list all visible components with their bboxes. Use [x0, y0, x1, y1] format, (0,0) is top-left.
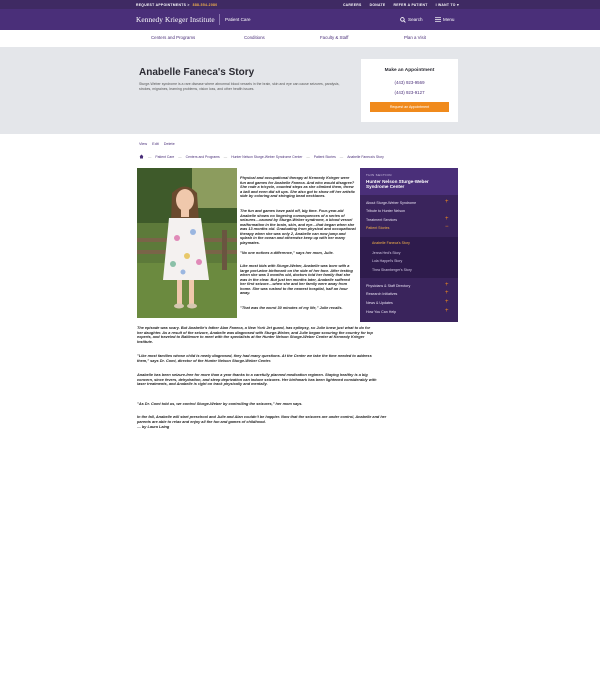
- sidebar-item-news[interactable]: News & Updates: [366, 301, 393, 305]
- story-paragraph-3: "No one notices a difference," says her mom, Julie.: [240, 251, 334, 255]
- i-want-to-dropdown[interactable]: I WANT TO ▾: [435, 2, 459, 7]
- page-title: Anabelle Faneca's Story: [139, 67, 255, 78]
- breadcrumb-separator: —: [306, 154, 310, 159]
- sidebar-item-tribute[interactable]: Tribute to Hunter Nelson: [366, 209, 406, 213]
- search-label: Search: [408, 17, 423, 22]
- plus-icon[interactable]: +: [445, 290, 449, 296]
- menu-button[interactable]: [435, 17, 455, 22]
- plus-icon[interactable]: +: [445, 216, 449, 222]
- breadcrumb-patient-stories[interactable]: Patient Stories: [313, 154, 336, 159]
- subitem-jenna[interactable]: Jenna Hed's Story: [372, 251, 401, 255]
- nav-centers-programs[interactable]: Centers and Programs: [151, 35, 196, 40]
- request-appointments-link[interactable]: REQUEST APPOINTMENTS >: [136, 2, 190, 7]
- sidebar-item-help[interactable]: How You Can Help: [366, 310, 397, 314]
- site-header: [0, 9, 600, 30]
- breadcrumb-current: Anabelle Faneca's Story: [347, 154, 384, 159]
- nav-plan-visit[interactable]: Plan a Visit: [404, 35, 426, 40]
- appointment-card: [361, 59, 458, 122]
- section-title[interactable]: Patient Care: [225, 16, 251, 22]
- hamburger-icon: [435, 17, 441, 22]
- minus-icon[interactable]: −: [445, 224, 449, 230]
- appointment-phone-1[interactable]: (443) 923-9569: [394, 80, 425, 85]
- story-paragraph-2: The fun and games have paid off, big time. Four-year-old Anabelle shows no lingering consequences of a series of seizures—caused by Sturge-Weber syndrome, a blood vessel malformation in the brain, skin, and eye—that began when she was 13 months old. Graduating from physical and occupational therapy when she was only 2, Anabelle can now jump and splash in the ocean and otherwise keep up with her many playmates.: [240, 209, 356, 245]
- breadcrumb-hunter-nelson[interactable]: Hunter Nelson Sturge-Weber Syndrome Center: [231, 154, 303, 159]
- main-nav: [0, 30, 600, 48]
- sidebar-eyebrow: THIS SECTION: [366, 173, 392, 177]
- hero-banner: [0, 47, 600, 134]
- plus-icon[interactable]: +: [445, 199, 449, 205]
- sidebar-item-patient-stories[interactable]: Patient Stories: [366, 226, 390, 230]
- plus-icon[interactable]: +: [445, 282, 449, 288]
- breadcrumb: [139, 154, 384, 159]
- nav-faculty-staff[interactable]: Faculty & Staff: [320, 35, 349, 40]
- story-paragraph-7: "Like most families whose child is newly diagnosed, they had many questions. At the Center we take the time needed to address them," says Dr. Comi, director of the Hunter Nelson Sturge-Weber Center.: [137, 354, 372, 363]
- appointment-title: Make an Appointment: [384, 68, 435, 73]
- sidebar-header: [360, 168, 458, 195]
- story-paragraph-9: "As Dr. Comi told us, we control Sturge-Weber by controlling the seizures," her mom says.: [137, 402, 303, 406]
- subitem-thea[interactable]: Thea Shamberger's Story: [372, 268, 412, 272]
- breadcrumb-patient-care[interactable]: Patient Care: [155, 154, 175, 159]
- appointment-phone-2[interactable]: (443) 923-9127: [394, 90, 425, 95]
- request-appointment-button[interactable]: Request an Appointment: [370, 102, 449, 112]
- sidebar-item-about[interactable]: About Sturge-Weber Syndrome: [366, 201, 417, 205]
- sidebar-item-research[interactable]: Research Initiatives: [366, 292, 398, 296]
- admin-tabs: [139, 142, 175, 146]
- brand-divider: [219, 14, 220, 25]
- anabelle-photo: [137, 168, 237, 318]
- breadcrumb-separator: —: [223, 154, 228, 159]
- sidebar-item-treatment[interactable]: Treatment Services: [366, 218, 398, 222]
- story-paragraph-10: In the fall, Anabelle will start preschool and Julie and Alan couldn't be happier. Now that the seizures are under control, Anabelle and her parents are able to relax and enjoy all the fun and games of childhood.: [137, 415, 387, 424]
- breadcrumb-separator: —: [148, 154, 152, 159]
- search-icon: [400, 17, 406, 23]
- sidebar-item-physicians[interactable]: Physicians & Staff Directory: [366, 284, 411, 288]
- subitem-lola[interactable]: Lola Happel's Story: [372, 259, 403, 263]
- plus-icon[interactable]: +: [445, 308, 449, 314]
- delete-tab[interactable]: Delete: [163, 142, 175, 146]
- plus-icon[interactable]: +: [445, 299, 449, 305]
- story-paragraph-5: "That was the worst 30 minutes of my life," Julie recalls.: [240, 306, 343, 310]
- brand-logo[interactable]: Kennedy Krieger Institute: [136, 15, 215, 24]
- donate-link[interactable]: DONATE: [369, 2, 386, 7]
- edit-tab[interactable]: Edit: [152, 142, 159, 146]
- utility-bar: [0, 0, 600, 9]
- search-button[interactable]: [400, 17, 423, 23]
- breadcrumb-centers-programs[interactable]: Centers and Programs: [185, 154, 220, 159]
- story-paragraph-6: The episode was scary. But Anabelle's father Alan Faneca, a New York Jet guard, has epilepsy, so Julie knew just what to do for her daughter. As a result of the seizure, Anabelle was diagnosed with Sturge-Weber, and Julie began scouring the country for top experts, and traveled to Baltimore to meet with the specialists at the Hunter Nelson Sturge-Weber Center at Kennedy Krieger Institute.: [137, 326, 373, 344]
- breadcrumb-separator: —: [178, 154, 182, 159]
- story-paragraph-8: Anabelle has been seizure-free for more than a year thanks to a carefully planned medication regimen. Staying healthy is a big concern, since fevers, dehydration, and sleep deprivation can induce seizures. Her birthmark has been lightened considerably with laser treatments, and Anabelle is right on track physically and mentally.: [137, 373, 377, 387]
- story-author: — by Laura Laing: [137, 425, 170, 429]
- menu-label: Menu: [443, 16, 455, 22]
- story-paragraph-4: Like most kids with Sturge-Weber, Anabelle was born with a large port-wine birthmark on the side of her face. After testing when she was 3 months old, doctors told her family that she was in the clear. But just ten months later, Anabelle suffered her first seizure—when she and her family were away from home. She was rushed to the nearest hospital, half an hour away.: [240, 264, 353, 296]
- chevron-down-icon: ▾: [456, 2, 459, 7]
- refer-patient-link[interactable]: REFER A PATIENT: [393, 2, 428, 7]
- view-tab[interactable]: View: [139, 142, 148, 146]
- breadcrumb-separator: —: [339, 154, 344, 159]
- nav-conditions[interactable]: Conditions: [244, 35, 265, 40]
- careers-link[interactable]: CAREERS: [342, 2, 362, 7]
- page-description: Sturge-Weber syndrome is a rare disease where abnormal blood vessels in the brain, skin and eye can cause seizures, paralysis, strokes, migraines, learning problems, vision loss, and other health issues.: [139, 82, 340, 91]
- story-paragraph-1: Physical and occupational therapy at Kennedy Krieger were fun and games for Anabelle Faneca. And who would disagree? She rode a tricycle, counted steps as she climbed them, threw a ball and even did sit ups. She also got to show off her artistic side by coloring and stringing bead necklaces.: [240, 176, 356, 199]
- home-icon[interactable]: [139, 154, 144, 159]
- utility-phone[interactable]: 888-554-2080: [192, 2, 218, 7]
- sidebar-title[interactable]: Hunter Nelson Sturge-Weber Syndrome Center: [366, 179, 429, 190]
- subitem-anabelle[interactable]: Anabelle Faneca's Story: [372, 241, 410, 245]
